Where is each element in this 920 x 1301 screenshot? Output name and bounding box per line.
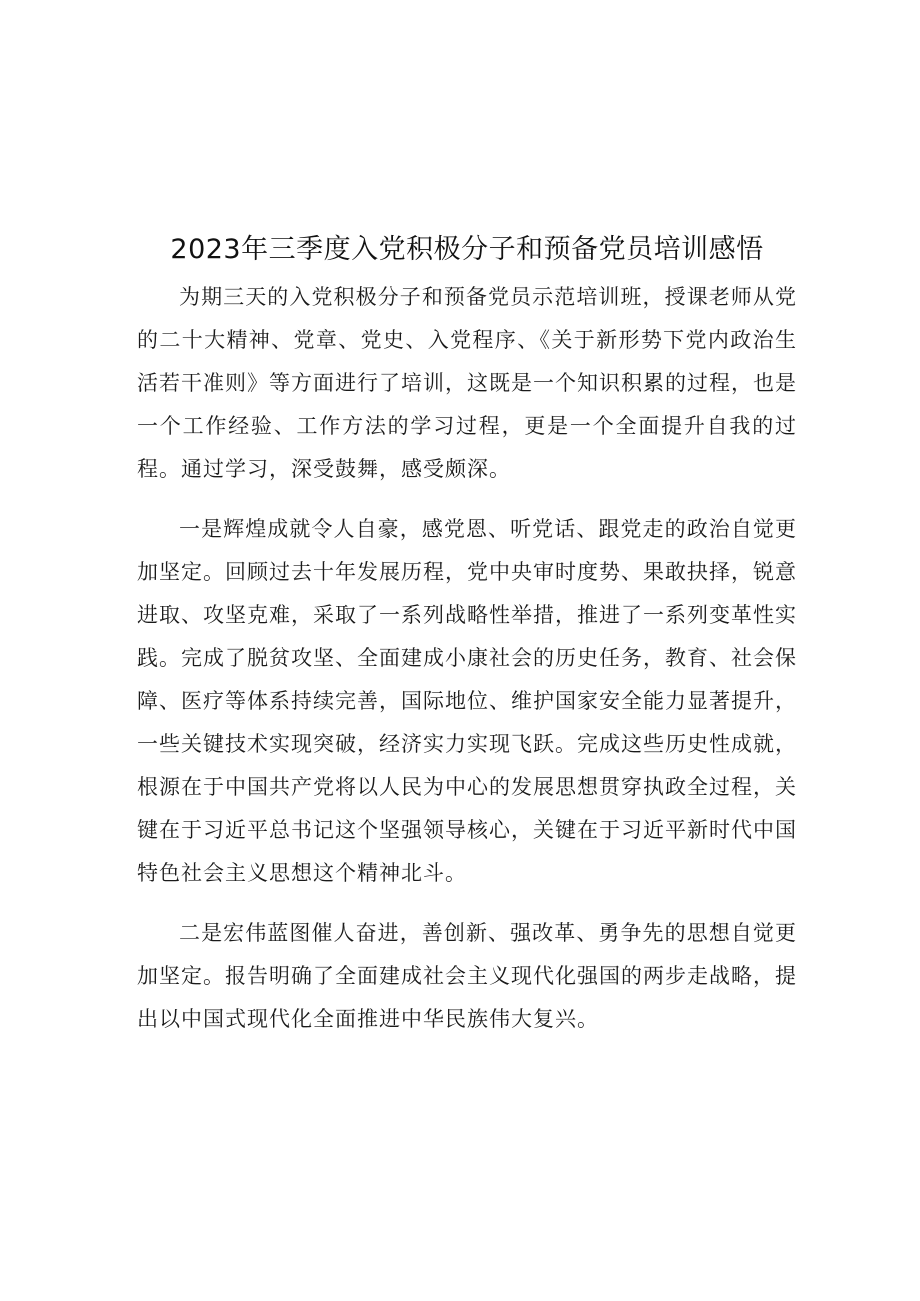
paragraph-point-one: 一是辉煌成就令人自豪，感党恩、听党话、跟党走的政治自觉更加坚定。回顾过去十年发展历程，党中央审时度势、果敢抉择，锐意进取、攻坚克难，采取了一系列战略性举措，推进了一系列变革性实践。完成了脱贫攻坚、全面建成小康社会的历史任务，教育、社会保障、医疗等体系持续完善，国际地位、维护国家安全能力显著提升，一些关键技术实现突破，经济实力实现飞跃。完成这些历史性成就，根源在于中国共产党将以人民为中心的发展思想贯穿执政全过程，关键在于习近平总书记这个坚强领导核心，关键在于习近平新时代中国特色社会主义思想这个精神北斗。	[137, 517, 797, 885]
document-title: 2023年三季度入党积极分子和预备党员培训感悟	[170, 234, 764, 265]
document-body	[137, 228, 797, 1041]
paragraph-intro: 为期三天的入党积极分子和预备党员示范培训班，授课老师从党的二十大精神、党章、党史、入党程序、《关于新形势下党内政治生活若干准则》等方面进行了培训，这既是一个知识积累的过程，也是一个工作经验、工作方法的学习过程，更是一个全面提升自我的过程。通过学习，深受鼓舞，感受颇深。	[137, 285, 797, 481]
paragraph-point-two: 二是宏伟蓝图催人奋进，善创新、强改革、勇争先的思想自觉更加坚定。报告明确了全面建成社会主义现代化强国的两步走战略，提出以中国式现代化全面推进中华民族伟大复兴。	[137, 921, 797, 1031]
